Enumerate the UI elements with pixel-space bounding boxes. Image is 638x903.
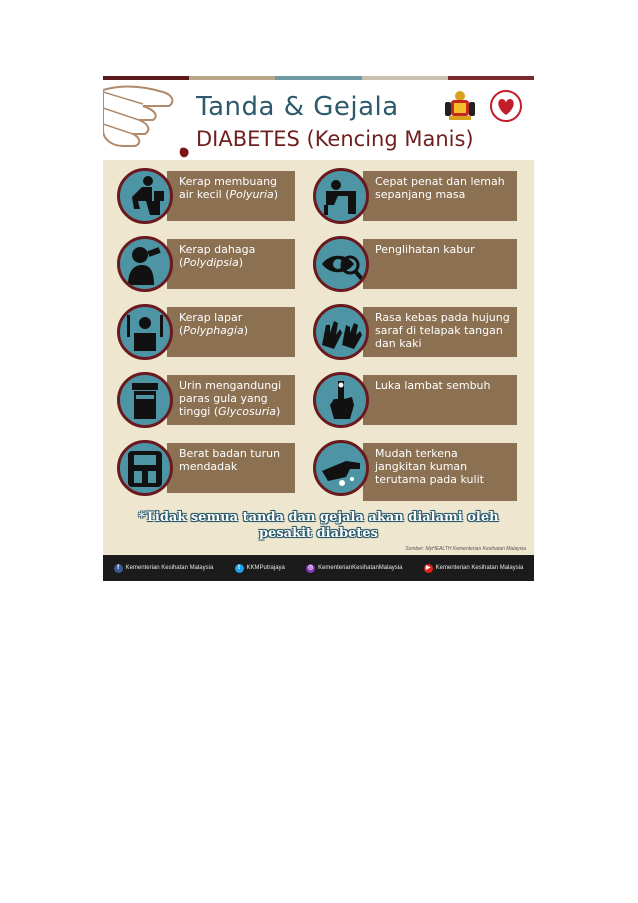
note-line-2: pesakit diabetes xyxy=(259,526,378,541)
eye-icon xyxy=(313,236,369,292)
hands-icon xyxy=(313,304,369,360)
symptom-text: Rasa kebas pada hujung saraf di telapak tangan dan kaki xyxy=(363,307,517,357)
finger-prick-icon xyxy=(103,80,195,160)
drinking-icon xyxy=(117,236,173,292)
facebook-link[interactable]: f Kementerian Kesihatan Malaysia xyxy=(114,564,214,573)
twitter-icon: t xyxy=(235,564,244,573)
health-ministry-logo xyxy=(489,90,523,122)
source-credit: Sumber: MyHEALTH Kementerian Kesihatan Malaysia xyxy=(405,546,526,552)
twitter-link[interactable]: t KKMPutrajaya xyxy=(235,564,285,573)
symptom-text: Kerap lapar (Polyphagia) xyxy=(167,307,295,357)
instagram-link[interactable]: ◎ KementerianKesihatanMalaysia xyxy=(307,564,403,571)
urine-sample-icon xyxy=(117,372,173,428)
youtube-link[interactable]: ▶ Kementerian Kesihatan Malaysia xyxy=(424,564,524,573)
title-line-2: DIABETES (Kencing Manis) xyxy=(196,127,474,151)
symptom-text: Kerap dahaga (Polydipsia) xyxy=(167,239,295,289)
tired-desk-icon xyxy=(313,168,369,224)
symptom-text: Urin mengandungi paras gula yang tinggi (Glycosuria) xyxy=(167,375,295,425)
youtube-icon: ▶ xyxy=(424,564,433,573)
poster-header xyxy=(103,80,534,160)
instagram-icon: ◎ xyxy=(307,564,314,571)
social-footer xyxy=(103,555,534,581)
infographic-poster xyxy=(103,76,534,581)
weighing-scale-icon xyxy=(117,440,173,496)
symptom-text: Luka lambat sembuh xyxy=(363,375,517,425)
hungry-icon xyxy=(117,304,173,360)
symptom-text: Cepat penat dan lemah sepanjang masa xyxy=(363,171,517,221)
toilet-icon xyxy=(117,168,173,224)
symptom-text: Penglihatan kabur xyxy=(363,239,517,289)
facebook-icon: f xyxy=(114,564,123,573)
malaysia-coat-of-arms-logo xyxy=(439,88,481,122)
disclaimer-note xyxy=(103,510,534,542)
note-line-1: *Tidak semua tanda dan gejala akan dialami oleh xyxy=(138,510,499,525)
germ-hand-icon xyxy=(313,440,369,496)
symptom-text: Mudah terkena jangkitan kuman terutama pada kulit xyxy=(363,443,517,501)
symptom-text: Berat badan turun mendadak xyxy=(167,443,295,493)
title-line-1: Tanda & Gejala xyxy=(196,92,399,122)
wounded-hand-icon xyxy=(313,372,369,428)
symptom-text: Kerap membuang air kecil (Polyuria) xyxy=(167,171,295,221)
